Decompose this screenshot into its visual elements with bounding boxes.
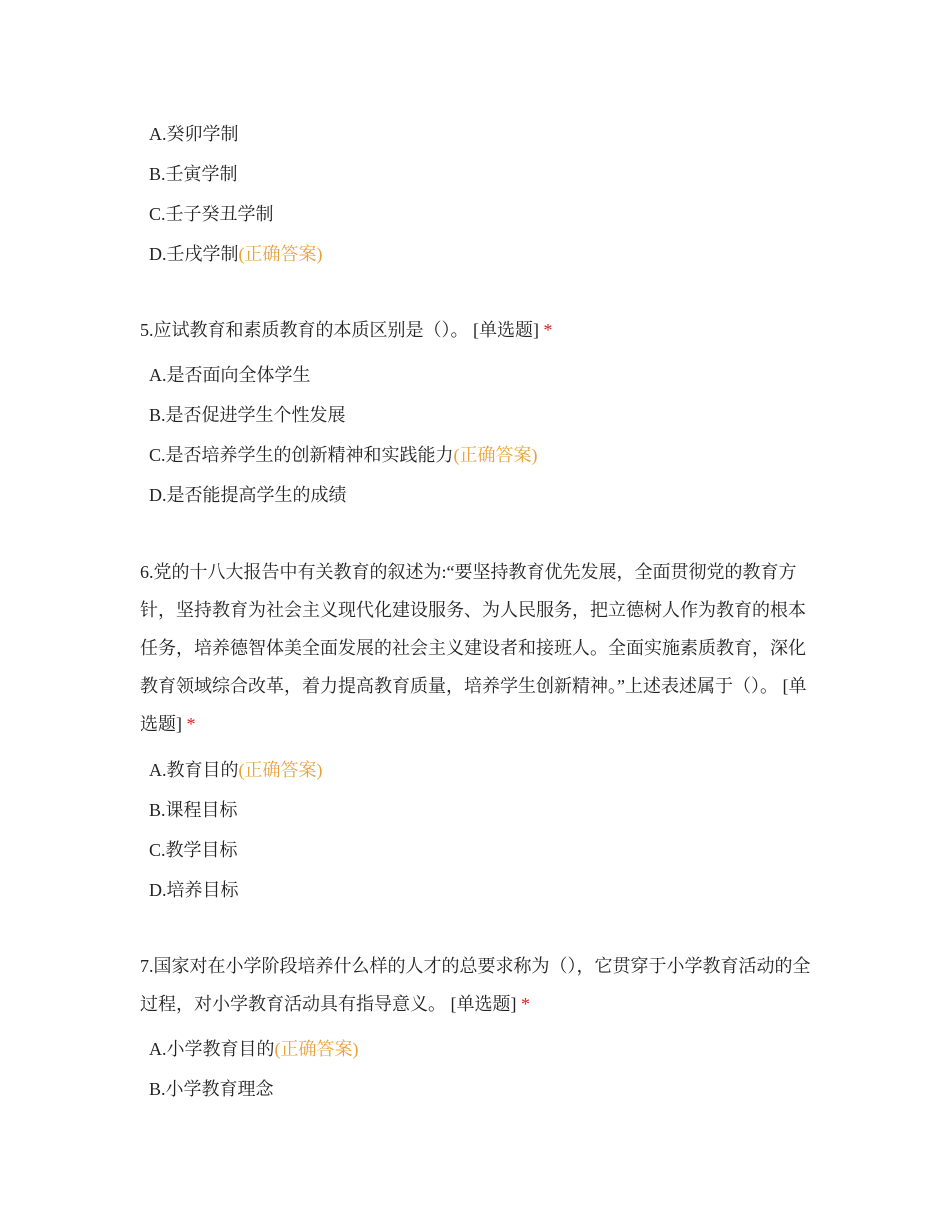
- option-text: C.壬子癸丑学制: [149, 204, 274, 224]
- question-text: [140, 553, 820, 743]
- question-5: [140, 311, 820, 349]
- question-6: [140, 553, 820, 743]
- required-mark: *: [186, 714, 196, 734]
- option-a: [140, 365, 820, 405]
- question-6-text: 6.党的十八大报告中有关教育的叙述为:“要坚持教育优先发展，全面贯彻党的教育方针，坚持教育为社会主义现代化建设服务、为人民服务，把立德树人作为教育的根本任务，培养德智体美全面发展的社会主义建设者和接班人。全面实施素质教育，深化教育领域综合改革，着力提高教育质量，培养学生创新精神。”上述表述属于（）。 [单选题]: [140, 562, 807, 734]
- option-c: [140, 445, 820, 485]
- option-d: [140, 244, 820, 284]
- option-text: A.是否面向全体学生: [149, 365, 311, 385]
- required-mark: *: [521, 994, 530, 1014]
- option-d: [140, 485, 820, 525]
- question-text: [140, 311, 820, 349]
- option-text: C.是否培养学生的创新精神和实践能力: [149, 445, 454, 465]
- option-b: [140, 405, 820, 445]
- option-a: [140, 760, 820, 800]
- option-b: [140, 164, 820, 204]
- option-text: A.癸卯学制: [149, 124, 239, 144]
- option-text: B.壬寅学制: [149, 164, 238, 184]
- option-text: B.课程目标: [149, 800, 238, 820]
- option-text: A.小学教育目的: [149, 1039, 275, 1059]
- correct-answer-tag: (正确答案): [453, 445, 538, 465]
- option-text: D.培养目标: [149, 880, 239, 900]
- correct-answer-tag: (正确答案): [238, 760, 323, 780]
- option-text: D.壬戌学制: [149, 244, 239, 264]
- question-7-options: [140, 1039, 820, 1119]
- correct-answer-tag: (正确答案): [274, 1039, 359, 1059]
- correct-answer-tag: (正确答案): [238, 244, 323, 264]
- required-mark: *: [543, 320, 553, 340]
- option-b: [140, 1079, 820, 1119]
- option-b: [140, 800, 820, 840]
- option-a: [140, 124, 820, 164]
- question-text: [140, 947, 820, 1023]
- option-text: C.教学目标: [149, 840, 238, 860]
- option-a: [140, 1039, 820, 1079]
- question-7: [140, 947, 820, 1023]
- option-text: B.小学教育理念: [149, 1079, 274, 1099]
- option-text: B.是否促进学生个性发展: [149, 405, 346, 425]
- question-6-options: [140, 760, 820, 920]
- option-text: A.教育目的: [149, 760, 239, 780]
- option-text: D.是否能提高学生的成绩: [149, 485, 347, 505]
- question-7-text: 7.国家对在小学阶段培养什么样的人才的总要求称为（），它贯穿于小学教育活动的全过程，对小学教育活动具有指导意义。 [单选题]: [140, 956, 811, 1014]
- question-5-text: 5.应试教育和素质教育的本质区别是（）。 [单选题]: [140, 320, 539, 340]
- question-5-options: [140, 365, 820, 525]
- option-c: [140, 204, 820, 244]
- option-c: [140, 840, 820, 880]
- option-d: [140, 880, 820, 920]
- question-4-options: [140, 124, 820, 284]
